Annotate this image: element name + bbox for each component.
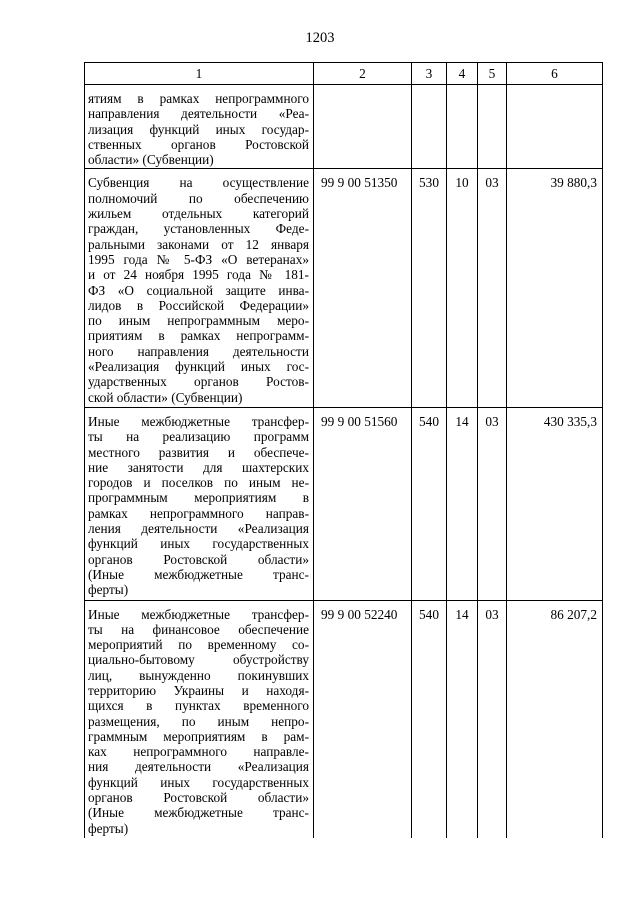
row-col-5 <box>478 85 507 169</box>
row-amount <box>507 85 603 169</box>
row-col-3: 540 <box>412 600 447 838</box>
description-line: мероприятий по временному со- <box>88 637 309 653</box>
header-col-4: 4 <box>447 63 478 85</box>
description-line: лидов в Российской Федерации» <box>88 297 309 313</box>
row-code: 99 9 00 51350 <box>314 169 412 407</box>
description-line: функций иных государственных <box>88 536 309 552</box>
row-description <box>85 600 314 838</box>
description-line: циально-бытовому обустройству <box>88 652 309 668</box>
description-line: «Реализация функций иных гос- <box>88 359 309 375</box>
row-col-5: 03 <box>478 407 507 600</box>
description-line: городов и поселков по иным не- <box>88 475 309 491</box>
description-line: полномочий по обеспечению <box>88 190 309 206</box>
description-line: ферты) <box>88 820 129 836</box>
page-number: 1203 <box>305 30 335 46</box>
row-amount: 86 207,2 <box>507 600 603 838</box>
description-line: ральными законами от 12 января <box>88 236 309 252</box>
description-line: ФЗ «О социальной защите инва- <box>88 282 309 298</box>
row-description <box>85 169 314 407</box>
table-row <box>85 169 603 407</box>
description-line: ударственных органов Ростов- <box>88 374 309 390</box>
row-col-3: 540 <box>412 407 447 600</box>
row-col-5: 03 <box>478 600 507 838</box>
row-col-4 <box>447 85 478 169</box>
row-col-4: 10 <box>447 169 478 407</box>
description-line: местного развития и обеспече- <box>88 444 309 460</box>
table-row <box>85 600 603 838</box>
row-col-3: 530 <box>412 169 447 407</box>
table-row <box>85 85 603 169</box>
description-line: и от 24 ноября 1995 года № 181- <box>88 267 309 283</box>
description-line: органов Ростовской области» <box>88 790 309 806</box>
table-header <box>85 63 603 85</box>
header-col-3: 3 <box>412 63 447 85</box>
description-line: ферты) <box>88 582 129 598</box>
row-description <box>85 85 314 169</box>
row-description <box>85 407 314 600</box>
description-line: по иным непрограммным меро- <box>88 313 309 329</box>
row-col-4: 14 <box>447 600 478 838</box>
description-line: размещения, по иным непро- <box>88 713 309 729</box>
description-line: Субвенция на осуществление <box>88 175 309 191</box>
header-col-2: 2 <box>314 63 412 85</box>
description-line: лиц, вынужденно покинувших <box>88 667 309 683</box>
description-line: 1995 года № 5-ФЗ «О ветеранах» <box>88 251 309 267</box>
description-line: ние занятости для шахтерских <box>88 459 309 475</box>
description-line: ния деятельности «Реализация <box>88 759 309 775</box>
description-line: ного направления деятельности <box>88 343 309 359</box>
description-line: лизация функций иных государ- <box>88 121 309 137</box>
description-line: ках непрограммного направле- <box>88 744 309 760</box>
description-line: ственных органов Ростовской <box>88 136 309 152</box>
description-line: органов Ростовской области» <box>88 551 309 567</box>
description-line: ты на финансовое обеспечение <box>88 621 309 637</box>
description-line: граждан, установленных Феде- <box>88 221 309 237</box>
budget-table <box>84 62 603 838</box>
row-code: 99 9 00 51560 <box>314 407 412 600</box>
row-code: 99 9 00 52240 <box>314 600 412 838</box>
description-line: (Иные межбюджетные транс- <box>88 566 309 582</box>
row-amount: 430 335,3 <box>507 407 603 600</box>
description-line: ления деятельности «Реализация <box>88 521 309 537</box>
row-amount: 39 880,3 <box>507 169 603 407</box>
table-row <box>85 407 603 600</box>
header-row <box>85 63 603 85</box>
row-col-5: 03 <box>478 169 507 407</box>
header-col-1: 1 <box>85 63 314 85</box>
description-line: ты на реализацию программ <box>88 429 309 445</box>
description-line: ской области» (Субвенции) <box>88 389 243 405</box>
description-line: рамках непрограммного направ- <box>88 505 309 521</box>
description-line: приятиям в рамках непрограмм- <box>88 328 309 344</box>
description-line: Иные межбюджетные трансфер- <box>88 606 309 622</box>
row-col-4: 14 <box>447 407 478 600</box>
row-code <box>314 85 412 169</box>
header-col-6: 6 <box>507 63 603 85</box>
description-line: щихся в пунктах временного <box>88 698 309 714</box>
description-line: функций иных государственных <box>88 774 309 790</box>
description-line: территорию Украины и находя- <box>88 682 309 698</box>
description-line: граммным мероприятиям в рам- <box>88 728 309 744</box>
description-line: ятиям в рамках непрограммного <box>88 91 309 106</box>
table-body <box>85 85 603 838</box>
description-line: области» (Субвенции) <box>88 152 214 168</box>
header-col-5: 5 <box>478 63 507 85</box>
description-line: направления деятельности «Реа- <box>88 106 309 122</box>
description-line: программным мероприятиям в <box>88 490 309 506</box>
description-line: жильем отдельных категорий <box>88 206 309 222</box>
description-line: Иные межбюджетные трансфер- <box>88 413 309 429</box>
row-col-3 <box>412 85 447 169</box>
description-line: (Иные межбюджетные транс- <box>88 805 309 821</box>
